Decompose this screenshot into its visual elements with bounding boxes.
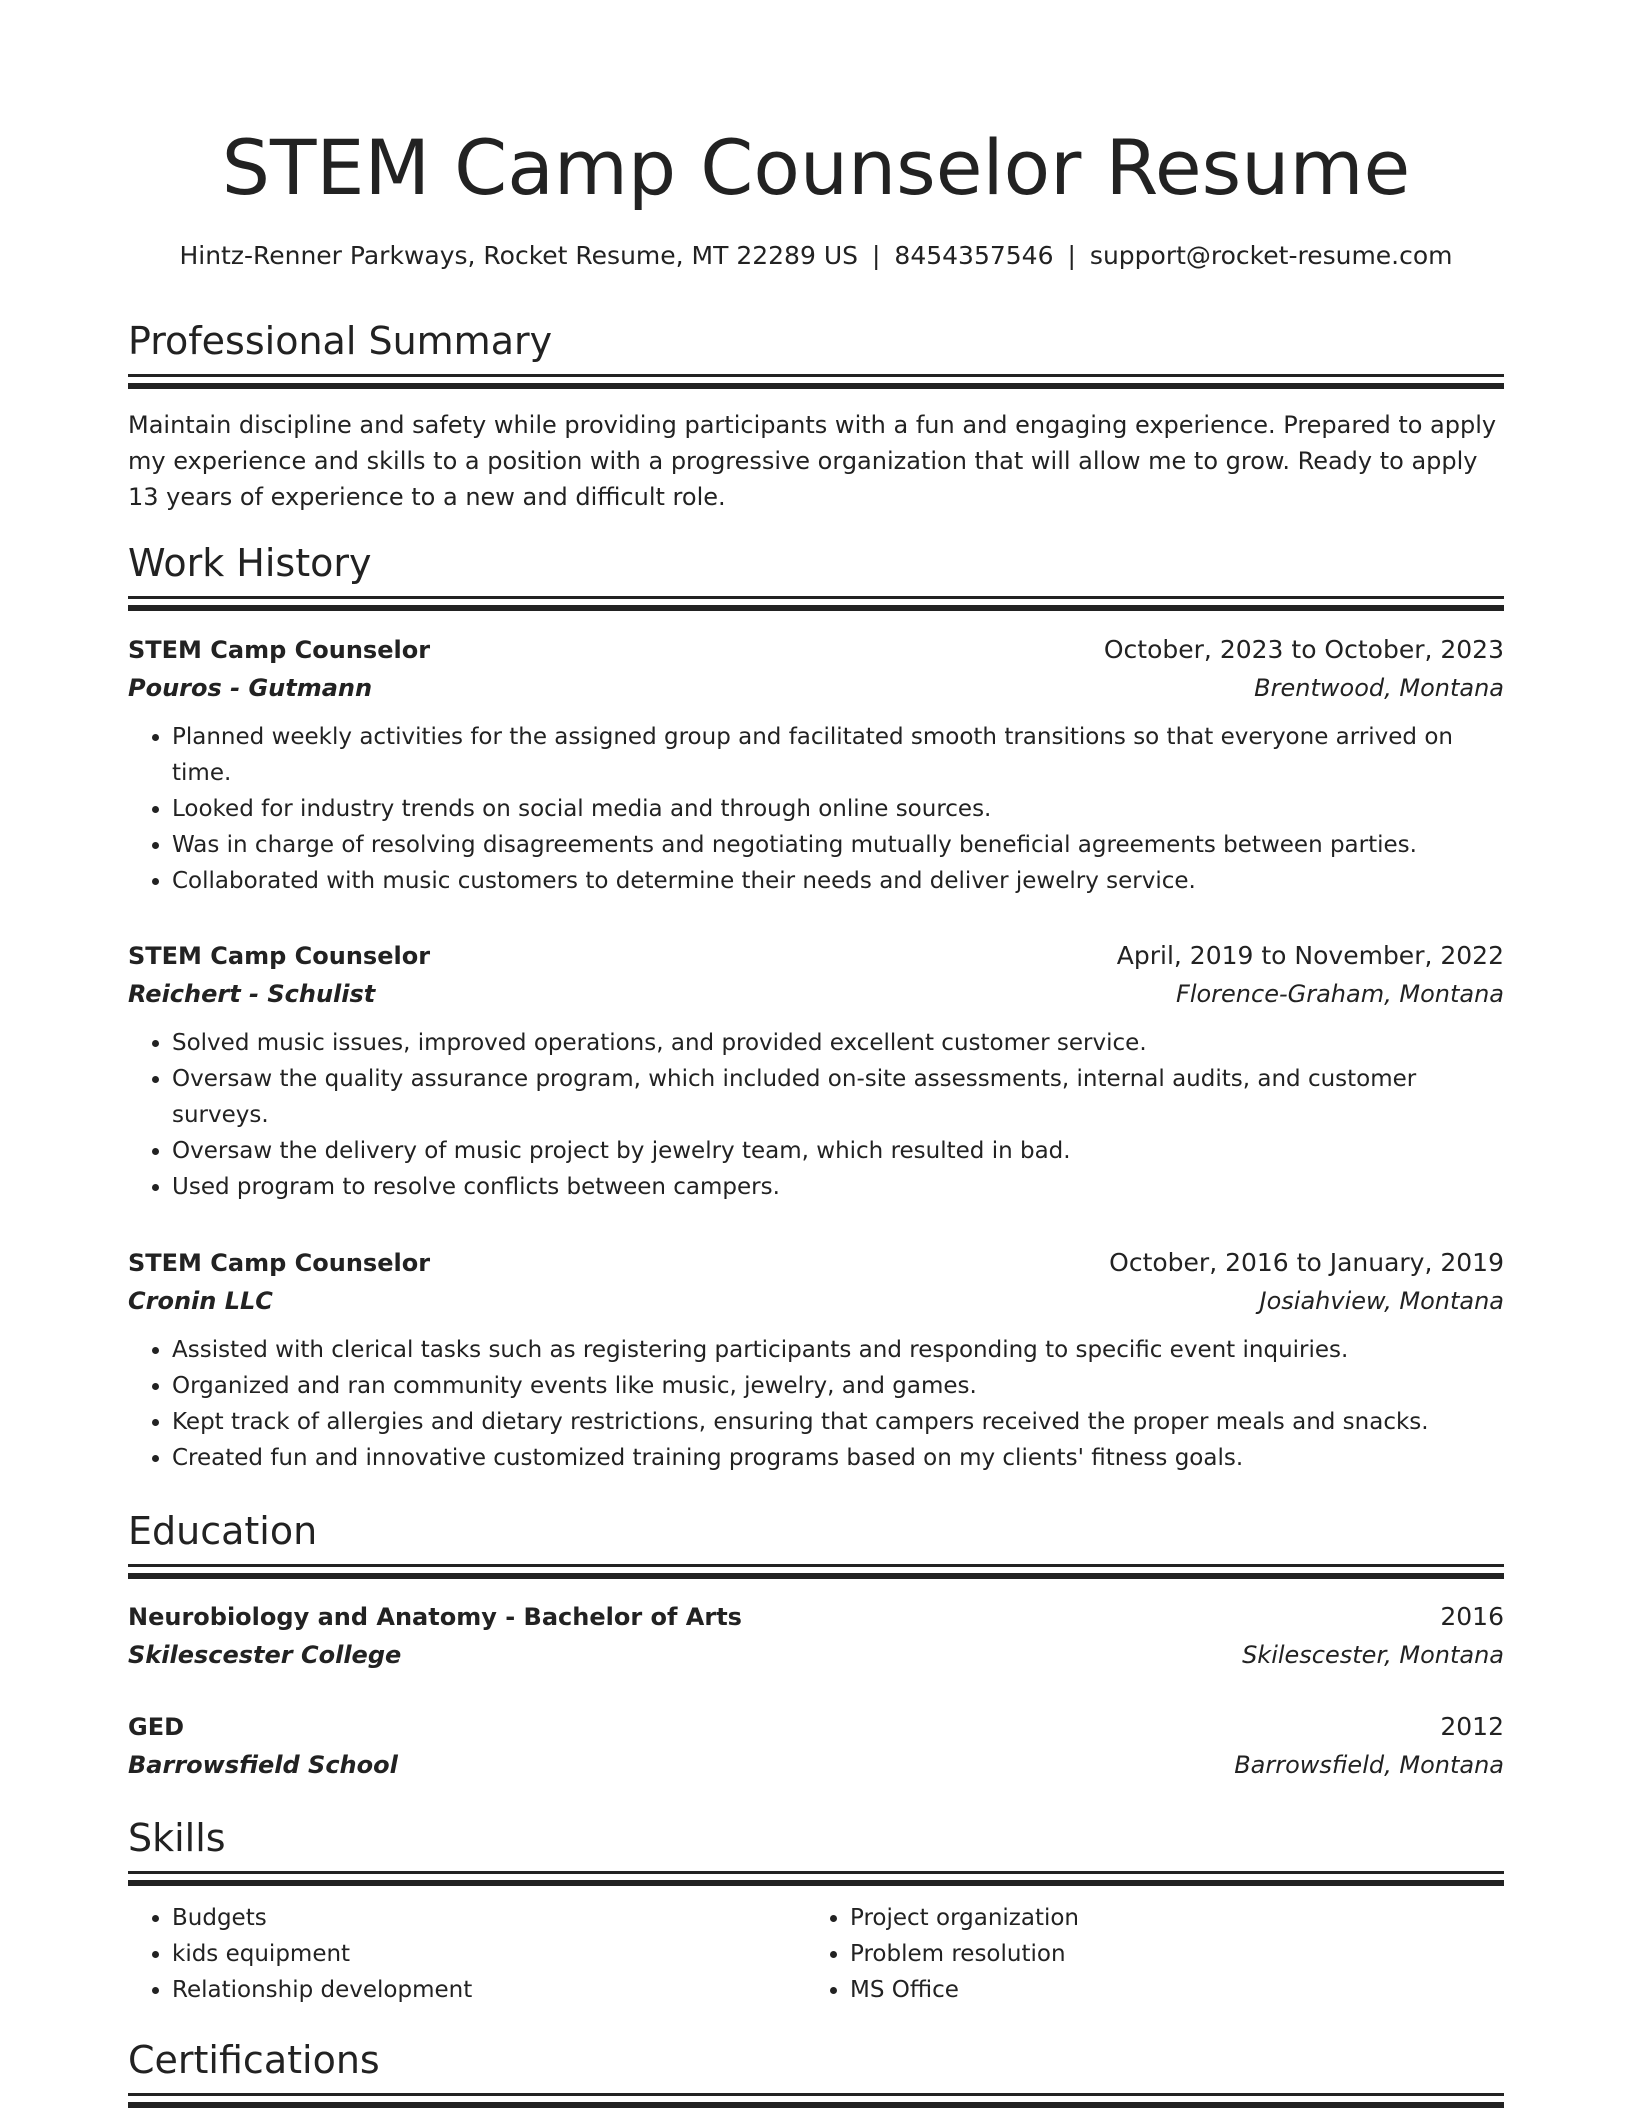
list-item: • Oversaw the quality assurance program, which included on-site assessments, internal audits, and customer surveys. [172, 1061, 1504, 1133]
job-title: STEM Camp Counselor [128, 1249, 431, 1277]
job-dates: October, 2023 to October, 2023 [1103, 635, 1504, 664]
contact-separator: | [871, 241, 881, 270]
section-heading: Professional Summary [128, 319, 553, 363]
section-heading: Work History [128, 541, 372, 585]
job-title: STEM Camp Counselor [128, 636, 431, 664]
job-company: Reichert - Schulist [128, 980, 376, 1008]
job-location: Josiahview, Montana [1259, 1287, 1504, 1315]
summary-section [128, 316, 1504, 515]
skills-column-left [128, 1900, 806, 2008]
job-dates: April, 2019 to November, 2022 [1116, 941, 1504, 970]
section-divider [128, 1871, 1504, 1874]
section-divider-thick [128, 1573, 1504, 1579]
skill-item: • kids equipment [172, 1936, 806, 1972]
list-item: • Used program to resolve conflicts between campers. [172, 1169, 1504, 1205]
education-location: Skilescester, Montana [1242, 1641, 1504, 1669]
contact-phone: 8454357546 [894, 241, 1054, 270]
skill-item: • MS Office [850, 1972, 1484, 2008]
summary-text: Maintain discipline and safety while providing participants with a fun and engaging experience. Prepared to apply my experience and skills to a position with a progressive organization that will allow me to grow. Ready to apply 13 years of experience to a new and difficult role. [128, 411, 1497, 511]
skill-item: • Budgets [172, 1900, 806, 1936]
education-school: Skilescester College [128, 1641, 402, 1669]
section-heading: Education [128, 1509, 318, 1553]
section-divider [128, 2093, 1504, 2096]
work-section [128, 538, 1504, 611]
skills-list [128, 1900, 1504, 2008]
education-year: 2016 [1440, 1602, 1504, 1631]
list-item: • Collaborated with music customers to determine their needs and deliver jewelry service. [172, 863, 1504, 899]
skills-column-right [806, 1900, 1484, 2008]
job-title: STEM Camp Counselor [128, 942, 431, 970]
job-company: Cronin LLC [128, 1287, 273, 1315]
education-school: Barrowsfield School [128, 1751, 398, 1779]
job-bullets [128, 719, 1504, 899]
skill-item: • Relationship development [172, 1972, 806, 2008]
list-item: • Was in charge of resolving disagreements and negotiating mutually beneficial agreements between parties. [172, 827, 1504, 863]
job-entry [128, 1244, 1504, 1476]
list-item: • Solved music issues, improved operations, and provided excellent customer service. [172, 1025, 1504, 1061]
contact-separator: | [1067, 241, 1076, 270]
job-bullets [128, 1332, 1504, 1476]
list-item: • Assisted with clerical tasks such as registering participants and responding to specific event inquiries. [172, 1332, 1504, 1368]
job-location: Florence-Graham, Montana [1176, 980, 1504, 1008]
job-bullets [128, 1025, 1504, 1205]
education-degree: GED [128, 1713, 185, 1741]
job-location: Brentwood, Montana [1254, 674, 1504, 702]
skill-item: • Project organization [850, 1900, 1484, 1936]
education-degree: Neurobiology and Anatomy - Bachelor of Arts [128, 1603, 742, 1631]
job-entry [128, 631, 1504, 899]
job-entry [128, 937, 1504, 1205]
education-entry [128, 1598, 1504, 1674]
list-item: • Oversaw the delivery of music project by jewelry team, which resulted in bad. [172, 1133, 1504, 1169]
education-location: Barrowsfield, Montana [1234, 1751, 1504, 1779]
section-heading: Certifications [128, 2038, 380, 2082]
section-divider [128, 1564, 1504, 1567]
skill-item: • Problem resolution [850, 1936, 1484, 1972]
list-item: • Looked for industry trends on social media and through online sources. [172, 791, 1504, 827]
section-divider-thick [128, 383, 1504, 389]
page-title: STEM Camp Counselor Resume [221, 123, 1411, 212]
section-heading: Skills [128, 1816, 226, 1860]
list-item: • Kept track of allergies and dietary restrictions, ensuring that campers received the proper meals and snacks. [172, 1404, 1504, 1440]
skills-section [128, 1813, 1504, 1886]
list-item: • Planned weekly activities for the assigned group and facilitated smooth transitions so that everyone arrived on time. [172, 719, 1504, 791]
job-company: Pouros - Gutmann [128, 674, 373, 702]
section-divider-thick [128, 1880, 1504, 1886]
education-section [128, 1506, 1504, 1579]
contact-address: Hintz-Renner Parkways, Rocket Resume, MT 22289 US [179, 241, 858, 270]
list-item: • Organized and ran community events like music, jewelry, and games. [172, 1368, 1504, 1404]
certifications-section [128, 2035, 1504, 2108]
section-divider-thick [128, 605, 1504, 611]
section-divider [128, 596, 1504, 599]
contact-email: support@rocket-resume.com [1089, 241, 1453, 270]
education-entry [128, 1708, 1504, 1784]
job-dates: October, 2016 to January, 2019 [1109, 1248, 1504, 1277]
contact-line [128, 236, 1504, 276]
education-year: 2012 [1440, 1712, 1504, 1741]
section-divider-thick [128, 2102, 1504, 2108]
list-item: • Created fun and innovative customized training programs based on my clients' fitness goals. [172, 1440, 1504, 1476]
section-divider [128, 374, 1504, 377]
